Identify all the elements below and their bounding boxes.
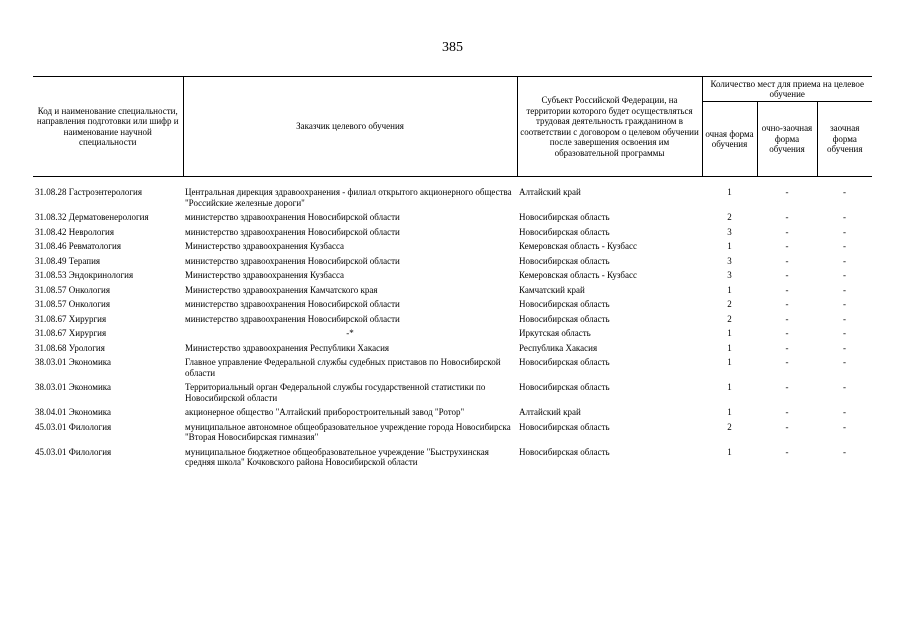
- part-time-cell: -: [785, 255, 789, 266]
- code-cell: 31.08.68 Урология: [35, 342, 105, 353]
- code-cell: 45.03.01 Филология: [35, 421, 112, 432]
- full-time-cell: 2: [727, 421, 732, 432]
- extramural-cell: -: [843, 342, 846, 353]
- code-cell: 31.08.53 Эндокринология: [35, 270, 134, 280]
- extramural-cell: -: [843, 255, 846, 266]
- subject-cell: Новосибирская область: [519, 446, 610, 457]
- table-row: [33, 380, 872, 405]
- header-code: Код и наименование специальности, направления подготовки или шифр и наименование научной специальности: [33, 77, 183, 177]
- customer-cell: Министерство здравоохранения Кузбасса: [185, 241, 345, 251]
- page-number: 385: [442, 40, 463, 55]
- full-time-cell: 2: [727, 313, 732, 324]
- header-customer: Заказчик целевого обучения: [183, 77, 517, 177]
- part-time-cell: -: [785, 212, 789, 222]
- customer-cell: Главное управление Федеральной службы судебных приставов по Новосибирской области: [185, 357, 501, 378]
- extramural-cell: -: [843, 328, 846, 338]
- extramural-cell: -: [843, 421, 846, 432]
- part-time-cell: -: [785, 328, 789, 338]
- code-cell: 31.08.67 Хирургия: [35, 328, 107, 338]
- customer-cell: Министерство здравоохранения Республики Хакасия: [185, 342, 390, 353]
- part-time-cell: -: [785, 357, 789, 367]
- subject-cell: Новосибирская область: [519, 421, 610, 432]
- part-time-cell: -: [785, 313, 789, 324]
- part-time-cell: -: [785, 270, 789, 280]
- extramural-cell: -: [843, 407, 846, 417]
- customer-cell: министерство здравоохранения Новосибирской области: [185, 255, 400, 266]
- customer-cell: министерство здравоохранения Новосибирской области: [185, 226, 400, 237]
- extramural-cell: -: [843, 313, 846, 324]
- customer-cell: Территориальный орган Федеральной службы государственной статистики по Новосибирской области: [185, 382, 486, 403]
- subject-cell: Новосибирская область: [519, 313, 610, 324]
- table-row: [33, 177, 872, 211]
- part-time-cell: -: [785, 421, 789, 432]
- part-time-cell: -: [785, 342, 789, 353]
- full-time-cell: 3: [727, 226, 732, 237]
- table-row: [33, 297, 872, 312]
- subject-cell: Кемеровская область - Кузбасс: [519, 241, 637, 251]
- full-time-cell: 1: [727, 284, 732, 295]
- part-time-cell: -: [785, 284, 789, 295]
- code-cell: 31.08.57 Онкология: [35, 299, 111, 309]
- customer-cell: Министерство здравоохранения Камчатского края: [185, 284, 378, 295]
- extramural-cell: -: [843, 299, 846, 309]
- table-row: [33, 239, 872, 254]
- target-admission-table: [33, 76, 872, 470]
- header-full-time: очная форма обучения: [702, 102, 757, 177]
- subject-cell: Новосибирская область: [519, 212, 610, 222]
- customer-cell: муниципальное автономное общеобразовательное учреждение города Новосибирска "Вторая Новосибирская гимназия": [185, 421, 511, 442]
- code-cell: 31.08.49 Терапия: [35, 255, 101, 266]
- subject-cell: Новосибирская область: [519, 255, 610, 266]
- header-places: Количество мест для приема на целевое обучение: [702, 77, 872, 102]
- customer-cell: -*: [346, 328, 354, 338]
- table-row: [33, 405, 872, 420]
- full-time-cell: 3: [727, 270, 732, 280]
- table-row: [33, 355, 872, 380]
- extramural-cell: -: [843, 226, 846, 237]
- table-row: [33, 268, 872, 283]
- subject-cell: Камчатский край: [519, 284, 585, 295]
- header-part-time: очно-заочная форма обучения: [757, 102, 817, 177]
- code-cell: 31.08.46 Ревматология: [35, 241, 121, 251]
- subject-cell: Иркутская область: [519, 328, 591, 338]
- table-row: [33, 420, 872, 445]
- table-row: [33, 254, 872, 269]
- customer-cell: министерство здравоохранения Новосибирской области: [185, 212, 400, 222]
- customer-cell: муниципальное бюджетное общеобразовательное учреждение "Быструхинская средняя школа" Кочковского района Новосибирской области: [185, 446, 489, 467]
- full-time-cell: 3: [727, 255, 732, 266]
- code-cell: 31.08.32 Дерматовенерология: [35, 212, 149, 222]
- full-time-cell: 1: [727, 407, 732, 417]
- extramural-cell: -: [843, 270, 846, 280]
- customer-cell: Центральная дирекция здравоохранения - филиал открытого акционерного общества "Российские железные дороги": [185, 187, 512, 208]
- table-row: [33, 312, 872, 327]
- full-time-cell: 1: [727, 241, 732, 251]
- subject-cell: Новосибирская область: [519, 226, 610, 237]
- full-time-cell: 2: [727, 299, 732, 309]
- full-time-cell: 1: [727, 342, 732, 353]
- subject-cell: Алтайский край: [519, 187, 581, 197]
- extramural-cell: -: [843, 446, 846, 457]
- full-time-cell: 2: [727, 212, 732, 222]
- full-time-cell: 1: [727, 328, 732, 338]
- table-row: [33, 225, 872, 240]
- subject-cell: Новосибирская область: [519, 382, 610, 392]
- code-cell: 38.04.01 Экономика: [35, 407, 111, 417]
- table-row: [33, 210, 872, 225]
- subject-cell: Республика Хакасия: [519, 342, 598, 353]
- customer-cell: министерство здравоохранения Новосибирской области: [185, 299, 400, 309]
- extramural-cell: -: [843, 357, 846, 367]
- full-time-cell: 1: [727, 357, 732, 367]
- table-row: [33, 326, 872, 341]
- subject-cell: Кемеровская область - Кузбасс: [519, 270, 637, 280]
- extramural-cell: -: [843, 187, 846, 197]
- part-time-cell: -: [785, 446, 789, 457]
- code-cell: 31.08.57 Онкология: [35, 284, 111, 295]
- code-cell: 31.08.67 Хирургия: [35, 313, 107, 324]
- extramural-cell: -: [843, 284, 846, 295]
- code-cell: 31.08.42 Неврология: [35, 226, 115, 237]
- full-time-cell: 1: [727, 187, 732, 197]
- subject-cell: Алтайский край: [519, 407, 581, 417]
- part-time-cell: -: [785, 187, 789, 197]
- customer-cell: Министерство здравоохранения Кузбасса: [185, 270, 345, 280]
- header-subject: Субъект Российской Федерации, на территории которого будет осуществляться трудовая деятельность гражданином в соответствии с договором о целевом обучении после завершения освоения им образовательной программы: [517, 77, 702, 177]
- table-row: [33, 283, 872, 298]
- code-cell: 38.03.01 Экономика: [35, 357, 111, 367]
- header-extramural: заочная форма обучения: [817, 102, 872, 177]
- part-time-cell: -: [785, 299, 789, 309]
- extramural-cell: -: [843, 241, 846, 251]
- subject-cell: Новосибирская область: [519, 299, 610, 309]
- table-row: [33, 445, 872, 470]
- table-body: [33, 177, 872, 470]
- part-time-cell: -: [785, 226, 789, 237]
- code-cell: 45.03.01 Филология: [35, 446, 112, 457]
- customer-cell: акционерное общество "Алтайский приборостроительный завод "Ротор": [185, 407, 465, 417]
- part-time-cell: -: [785, 407, 789, 417]
- customer-cell: министерство здравоохранения Новосибирской области: [185, 313, 400, 324]
- code-cell: 31.08.28 Гастроэнтерология: [35, 187, 142, 197]
- code-cell: 38.03.01 Экономика: [35, 382, 111, 392]
- table-row: [33, 341, 872, 356]
- part-time-cell: -: [785, 382, 789, 392]
- extramural-cell: -: [843, 382, 846, 392]
- full-time-cell: 1: [727, 446, 732, 457]
- extramural-cell: -: [843, 212, 846, 222]
- subject-cell: Новосибирская область: [519, 357, 610, 367]
- part-time-cell: -: [785, 241, 789, 251]
- full-time-cell: 1: [727, 382, 732, 392]
